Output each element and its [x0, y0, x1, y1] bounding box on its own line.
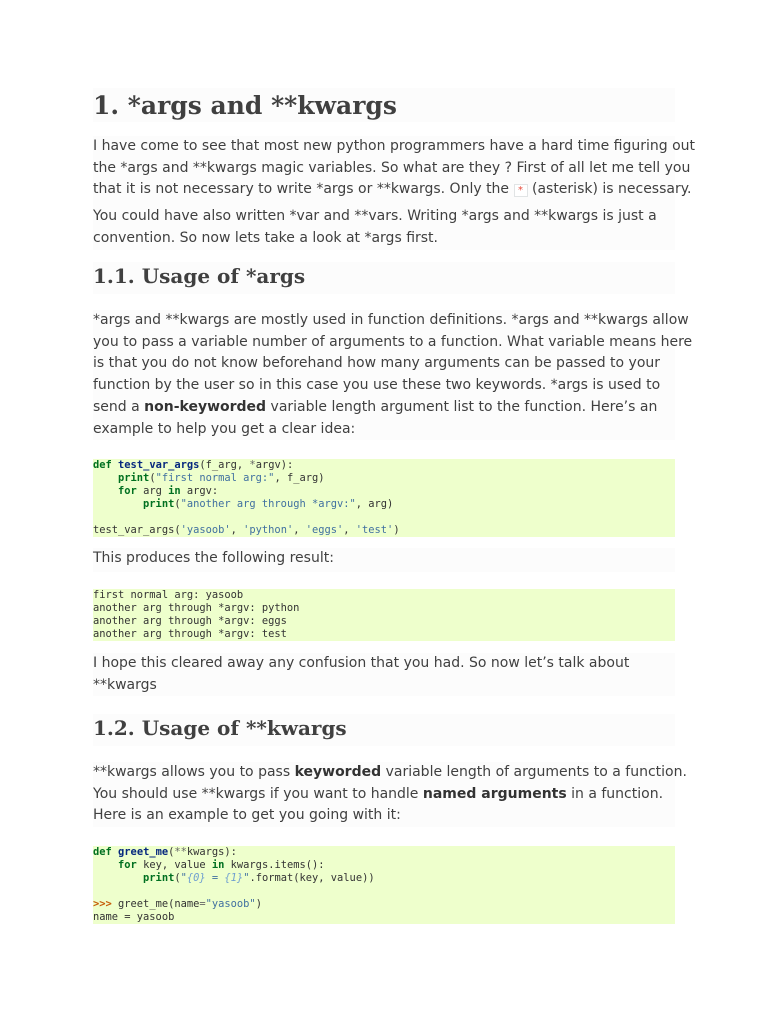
result-intro-block: [93, 548, 675, 572]
code-text: ,: [230, 523, 244, 536]
code-text: kwargs.items():: [224, 858, 325, 871]
output-line: first normal arg: yasoob: [93, 589, 244, 601]
intro-line-1: I have come to see that most new python programmers have a hard time figuring out: [93, 138, 696, 154]
args-line-3: is that you do not know beforehand how many arguments can be passed to your: [93, 355, 661, 372]
section-heading-block: [93, 88, 675, 122]
code-indent: [93, 872, 143, 884]
keyworded-bold: keyworded: [294, 764, 382, 780]
kwargs-code-block: [93, 846, 675, 924]
code-interpolation: {1}: [224, 871, 244, 884]
code-string: 'yasoob': [180, 523, 231, 536]
code-keyword: for: [118, 484, 137, 497]
intro-line-5: convention. So now lets take a look at *args first.: [93, 229, 438, 246]
intro-line-4: You could have also written *var and **vars. Writing *args and **kwargs is just a: [93, 208, 657, 225]
transition-line-2: **kwargs: [93, 676, 157, 693]
output-line: name = yasoob: [93, 910, 175, 923]
code-text: .format(key, value)): [249, 871, 375, 884]
args-line-5: [93, 397, 675, 419]
code-indent: [93, 472, 118, 484]
section-1-title: 1. *args and **kwargs: [93, 91, 397, 120]
intro-line-3: [93, 179, 692, 202]
intro-line-3-a: that it is not necessary to write *args or **kwargs. Only the: [93, 181, 514, 198]
args-paragraph: [93, 310, 693, 440]
code-text: , f_arg): [274, 471, 325, 484]
kwargs-line-2: [93, 784, 675, 806]
intro-line-2: the *args and **kwargs magic variables. So what are they ? First of all let me tell you: [93, 159, 691, 176]
code-text: ): [393, 523, 400, 536]
code-keyword: print: [143, 497, 175, 510]
kwargs-code: [93, 846, 675, 923]
args-line-5-a: send a: [93, 398, 145, 415]
code-function-name: test_var_args: [118, 459, 200, 471]
code-string: ": [243, 871, 250, 884]
code-operator: **: [174, 846, 187, 858]
code-keyword: in: [211, 858, 225, 871]
code-text: test_var_args(: [93, 523, 181, 536]
code-text: (: [149, 471, 156, 484]
args-line-6: example to help you get a clear idea:: [93, 420, 356, 437]
code-text: ,: [343, 523, 356, 536]
code-text: key, value: [136, 858, 212, 871]
transition-paragraph: [93, 653, 675, 696]
transition-line-1: I hope this cleared away any confusion that you had. So now let’s talk about: [93, 655, 630, 671]
code-string: ": [180, 871, 187, 884]
code-text: greet_me(name: [111, 897, 200, 910]
kwargs-paragraph: [93, 762, 687, 827]
code-operator: =: [199, 897, 206, 910]
code-string: "another arg through *argv:": [180, 497, 356, 510]
code-keyword: for: [118, 858, 137, 871]
code-string: 'eggs': [305, 523, 344, 536]
kwargs-line-1: [93, 762, 687, 784]
section-11-title: 1.1. Usage of *args: [93, 264, 306, 288]
named-arguments-bold: named arguments: [422, 785, 567, 802]
code-indent: [93, 485, 118, 497]
code-text: (: [174, 497, 181, 510]
args-output: [93, 589, 675, 641]
code-text: ,: [293, 523, 306, 536]
kwargs-line-1-a: **kwargs allows you to pass: [93, 764, 295, 780]
output-line: another arg through *argv: python: [93, 601, 300, 614]
code-string: "first normal arg:": [155, 471, 275, 484]
code-text: (f_arg,: [199, 459, 250, 471]
section-12-title: 1.2. Usage of **kwargs: [93, 716, 347, 740]
code-text: argv):: [255, 459, 294, 471]
intro-paragraph: [93, 136, 696, 250]
code-string: 'python': [243, 523, 294, 536]
asterisk-inline-code: *: [514, 184, 528, 197]
args-line-4: function by the user so in this case you use these two keywords. *args is used to: [93, 377, 661, 394]
code-indent: [93, 859, 118, 871]
code-text: , arg): [355, 497, 394, 510]
code-keyword: print: [143, 871, 175, 884]
result-intro: This produces the following result:: [93, 550, 334, 566]
code-prompt: >>>: [93, 897, 112, 910]
code-string: =: [205, 871, 225, 884]
kwargs-line-3: Here is an example to get you going with it:: [93, 807, 401, 824]
code-string: 'test': [355, 523, 394, 536]
args-output-block: [93, 589, 675, 641]
non-keyworded-bold: non-keyworded: [144, 398, 267, 415]
code-indent: [93, 498, 143, 510]
section-11-heading-block: [93, 262, 675, 294]
code-interpolation: {0}: [186, 871, 206, 884]
args-code: [93, 459, 675, 536]
args-line-2: you to pass a variable number of arguments to a function. What variable means here: [93, 333, 693, 350]
section-12-heading-block: [93, 714, 675, 746]
code-text: arg: [136, 484, 169, 497]
code-text: (: [174, 871, 181, 884]
code-text: ): [255, 897, 262, 910]
args-line-5-c: variable length argument list to the function. Here’s an: [266, 398, 658, 415]
kwargs-line-1-c: variable length of arguments to a function.: [381, 764, 687, 780]
code-text: (: [168, 846, 175, 858]
code-keyword: def: [93, 846, 112, 858]
code-operator: *: [249, 459, 256, 471]
output-line: another arg through *argv: eggs: [93, 614, 287, 627]
code-string: "yasoob": [205, 897, 256, 910]
code-function-name: greet_me: [118, 846, 169, 858]
args-code-block: [93, 459, 675, 537]
intro-line-3-b: (asterisk) is necessary.: [527, 181, 692, 198]
args-line-1: *args and **kwargs are mostly used in function definitions. *args and **kwargs allow: [93, 312, 689, 328]
kwargs-line-2-c: in a function.: [566, 785, 664, 802]
code-keyword: print: [118, 471, 150, 484]
code-keyword: in: [168, 484, 181, 497]
code-keyword: def: [93, 459, 112, 471]
code-text: argv:: [180, 484, 219, 497]
code-text: kwargs):: [186, 846, 237, 858]
kwargs-line-2-a: You should use **kwargs if you want to handle: [93, 785, 423, 802]
output-line: another arg through *argv: test: [93, 627, 287, 640]
